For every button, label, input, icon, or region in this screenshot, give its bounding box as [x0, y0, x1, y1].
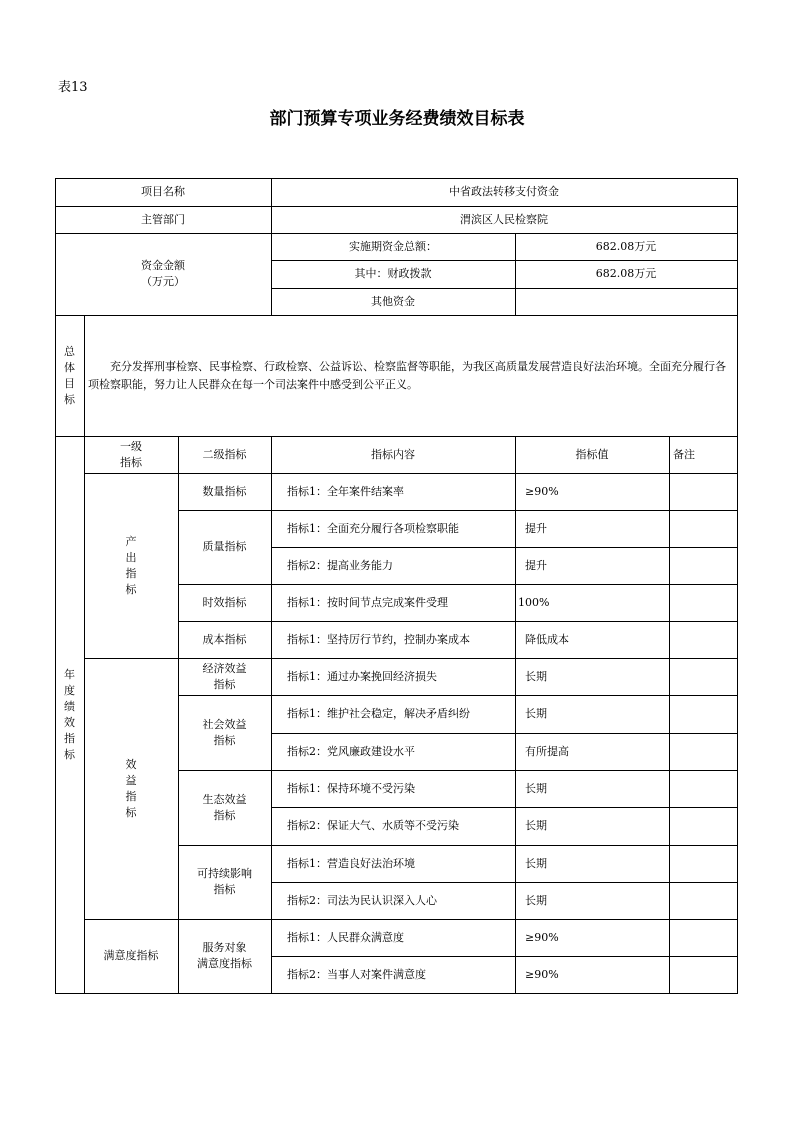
row-note	[669, 658, 737, 695]
level2-economic	[178, 658, 271, 695]
row-content: 指标1：全面充分履行各项检察职能	[287, 521, 459, 535]
header-level1	[84, 436, 178, 473]
row-value: 降低成本	[525, 632, 569, 646]
level1-output: 产出指标	[125, 534, 137, 596]
header-level2: 二级指标	[202, 447, 247, 461]
row-content: 指标1：坚持厉行节约，控制办案成本	[287, 632, 470, 646]
funds-label-line2: （万元）	[141, 275, 185, 288]
header-level1-line2: 指标	[120, 455, 142, 469]
funds-other-label: 其他资金	[371, 294, 415, 308]
row-value: ≥90%	[525, 484, 559, 498]
level1-output-cell	[84, 473, 178, 658]
row-value: 提升	[525, 558, 547, 572]
level2-ecological-line1: 生态效益	[202, 792, 247, 806]
row-content: 指标2：提高业务能力	[287, 558, 393, 572]
grid-line	[737, 178, 738, 994]
grid-line	[55, 315, 738, 316]
level2-sustainability-line2: 指标	[213, 883, 236, 896]
row-note	[669, 807, 737, 845]
row-note	[669, 547, 737, 584]
level2-service-satisfaction	[178, 919, 271, 993]
header-note: 备注	[673, 447, 695, 461]
row-content: 指标1：按时间节点完成案件受理	[287, 595, 448, 609]
row-value: 长期	[525, 781, 547, 795]
level1-benefit: 效益指标	[125, 757, 137, 819]
row-note	[669, 584, 737, 621]
header-content: 指标内容	[371, 447, 415, 461]
row-note	[669, 733, 737, 770]
level2-social-line1: 社会效益	[202, 717, 247, 731]
project-name-label: 项目名称	[141, 185, 185, 198]
department-value: 渭滨区人民检察院	[460, 212, 548, 226]
level2-economic-line2: 指标	[213, 677, 236, 691]
row-value: 长期	[525, 819, 547, 832]
funds-other-value	[515, 288, 737, 315]
funds-finance-value: 682.08万元	[595, 267, 657, 280]
row-value: 长期	[525, 893, 547, 907]
row-content: 指标2：保证大气、水质等不受污染	[287, 819, 459, 832]
row-note	[669, 621, 737, 658]
row-value: ≥90%	[525, 930, 559, 944]
row-value: ≥90%	[525, 967, 559, 981]
row-value: 100%	[518, 595, 550, 609]
level1-benefit-cell	[84, 658, 178, 919]
row-value: 长期	[525, 707, 547, 720]
annual-indicators-label: 年度绩效指标	[64, 667, 75, 761]
level2-quality: 质量指标	[202, 540, 247, 553]
row-note	[669, 473, 737, 510]
row-content: 指标2：司法为民认识深入人心	[287, 893, 437, 907]
overall-goal-text: 充分发挥刑事检察、民事检察、行政检察、公益诉讼、检察监督等职能，为我区高质量发展营造良好法治环境。全面充分履行各项检察职能，努力让人民群众在每一个司法案件中感受到公平正义。	[88, 360, 726, 391]
row-content: 指标1：通过办案挽回经济损失	[287, 669, 437, 683]
page-title: 部门预算专项业务经费绩效目标表	[269, 109, 525, 129]
level2-sustainability-line1: 可持续影响	[197, 867, 252, 880]
funds-total-label: 实施期资金总额：	[349, 239, 437, 253]
level1-satisfaction: 满意度指标	[103, 949, 159, 962]
row-note	[669, 882, 737, 919]
overall-goal-label: 总体目标	[64, 344, 75, 406]
level2-social	[178, 695, 271, 770]
row-note	[669, 510, 737, 547]
level2-cost: 成本指标	[202, 632, 247, 646]
row-content: 指标2：当事人对案件满意度	[287, 967, 426, 981]
department-label: 主管部门	[141, 212, 185, 226]
level2-service-line2: 满意度指标	[197, 957, 252, 970]
row-note	[669, 695, 737, 733]
level2-ecological-line2: 指标	[213, 808, 236, 822]
grid-line	[55, 993, 738, 994]
row-content: 指标1：保持环境不受污染	[287, 781, 415, 795]
level2-social-line2: 指标	[213, 733, 236, 747]
row-content: 指标2：党风廉政建设水平	[287, 744, 415, 758]
funds-label-line1: 资金金额	[141, 259, 185, 272]
level2-quantity: 数量指标	[202, 484, 247, 498]
row-note	[669, 956, 737, 993]
funds-finance-label: 其中：财政拨款	[354, 267, 432, 280]
row-value: 长期	[525, 669, 547, 683]
row-value: 提升	[525, 521, 547, 535]
header-value: 指标值	[575, 447, 609, 461]
level2-timeliness: 时效指标	[202, 595, 247, 609]
row-content: 指标1：人民群众满意度	[287, 930, 404, 944]
row-note	[669, 845, 737, 882]
table-number: 表13	[58, 80, 88, 95]
project-name-value: 中省政法转移支付资金	[449, 185, 559, 198]
level2-service-line1: 服务对象	[202, 941, 247, 954]
row-content: 指标1：维护社会稳定，解决矛盾纠纷	[287, 707, 470, 720]
row-value: 长期	[525, 856, 547, 870]
row-value: 有所提高	[525, 744, 569, 758]
level2-economic-line1: 经济效益	[202, 661, 247, 675]
row-content: 指标1：营造良好法治环境	[287, 856, 415, 870]
row-note	[669, 919, 737, 956]
funds-label	[55, 233, 271, 315]
header-level1-line1: 一级	[120, 439, 142, 453]
level2-ecological	[178, 770, 271, 845]
row-content: 指标1：全年案件结案率	[287, 484, 404, 498]
level2-sustainability	[178, 845, 271, 919]
funds-total-value: 682.08万元	[595, 239, 657, 253]
row-note	[669, 770, 737, 807]
annual-indicators-label-cell	[55, 436, 84, 993]
overall-goal-label-cell	[55, 315, 84, 436]
